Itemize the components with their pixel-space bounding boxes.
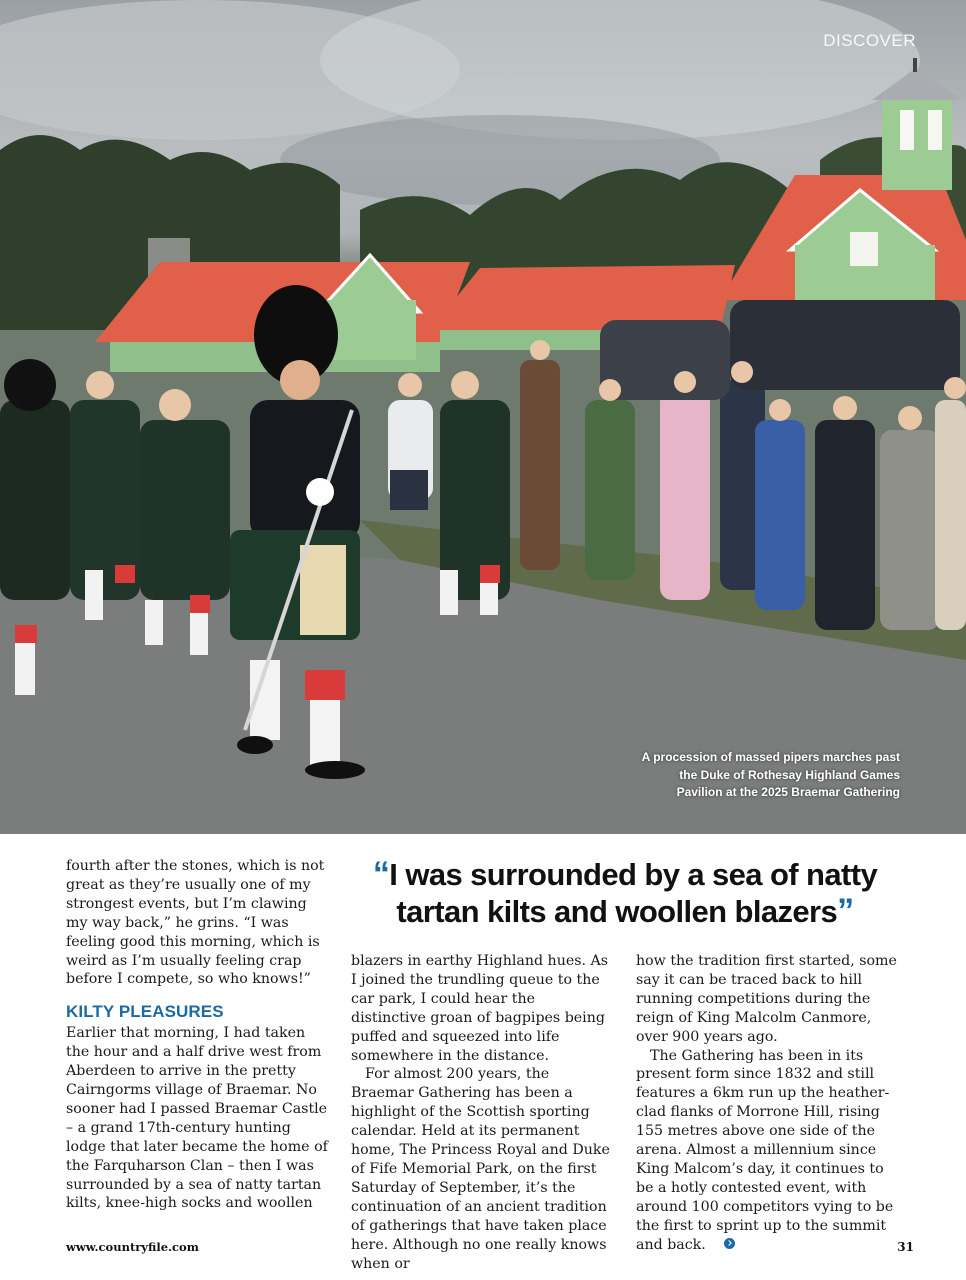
footer-url: www.countryfile.com bbox=[66, 1240, 199, 1254]
chevron-right-circle-icon bbox=[724, 1238, 735, 1249]
paragraph: fourth after the stones, which is not great as they’re usually one of my strongest events, but I’m clawing my way back,” he grins. “I was feeling good this morning, which is weird as I’m usually feeling crap before I compete, so who knows!” bbox=[66, 858, 325, 988]
paragraph: For almost 200 years, the Braemar Gathering has been a highlight of the Scottish sporting calendar. Held at its permanent home, The Princess Royal and Duke of Fife Memorial Park, on the first Saturday of September, it’s the continuation of an ancient tradition of gatherings that have taken place here. Although no one really knows when or bbox=[351, 1066, 610, 1272]
article-column-2 bbox=[351, 952, 613, 1273]
paragraph: how the tradition first started, some say it can be traced back to hill running competitions during the reign of King Malcolm Canmore, over 900 years ago. bbox=[636, 953, 897, 1045]
pull-quote-close-mark: ” bbox=[837, 892, 854, 930]
paragraph-with-end-marker bbox=[636, 1047, 898, 1255]
section-label: DISCOVER bbox=[823, 31, 916, 50]
article-column-1 bbox=[66, 857, 328, 1213]
article-column-3 bbox=[636, 952, 898, 1255]
paragraph: blazers in earthy Highland hues. As I joined the trundling queue to the car park, I could hear the distinctive groan of bagpipes being puffed and squeezed into life somewhere in the distance. bbox=[351, 953, 609, 1064]
pull-quote-text: I was surrounded by a sea of natty tartan kilts and woollen blazers bbox=[389, 857, 878, 929]
photo-caption: A procession of massed pipers marches past the Duke of Rothesay Highland Games Pavilion at the 2025 Braemar Gathering bbox=[641, 750, 900, 799]
paragraph-text: The Gathering has been in its present form since 1832 and still features a 6km run up the heather-clad flanks of Morrone Hill, rising 155 metres above one side of the arena. Almost a millennium since King Malcom’s day, it continues to be a hotly contested event, with around 100 competitors vying to be the first to sprint up to the summit and back. bbox=[636, 1047, 894, 1253]
page-number: 31 bbox=[897, 1240, 914, 1254]
pull-quote bbox=[355, 856, 895, 930]
paragraph: Earlier that morning, I had taken the hour and a half drive west from Aberdeen to arrive in the pretty Cairngorms village of Braemar. No sooner had I passed Braemar Castle – a grand 17th-century hunting lodge that later became the home of the Farquharson Clan – then I was surrounded by a sea of natty tartan kilts, knee-high socks and woollen bbox=[66, 1025, 328, 1212]
subheading: KILTY PLEASURES bbox=[66, 1002, 224, 1022]
pull-quote-open-mark: “ bbox=[372, 855, 390, 893]
